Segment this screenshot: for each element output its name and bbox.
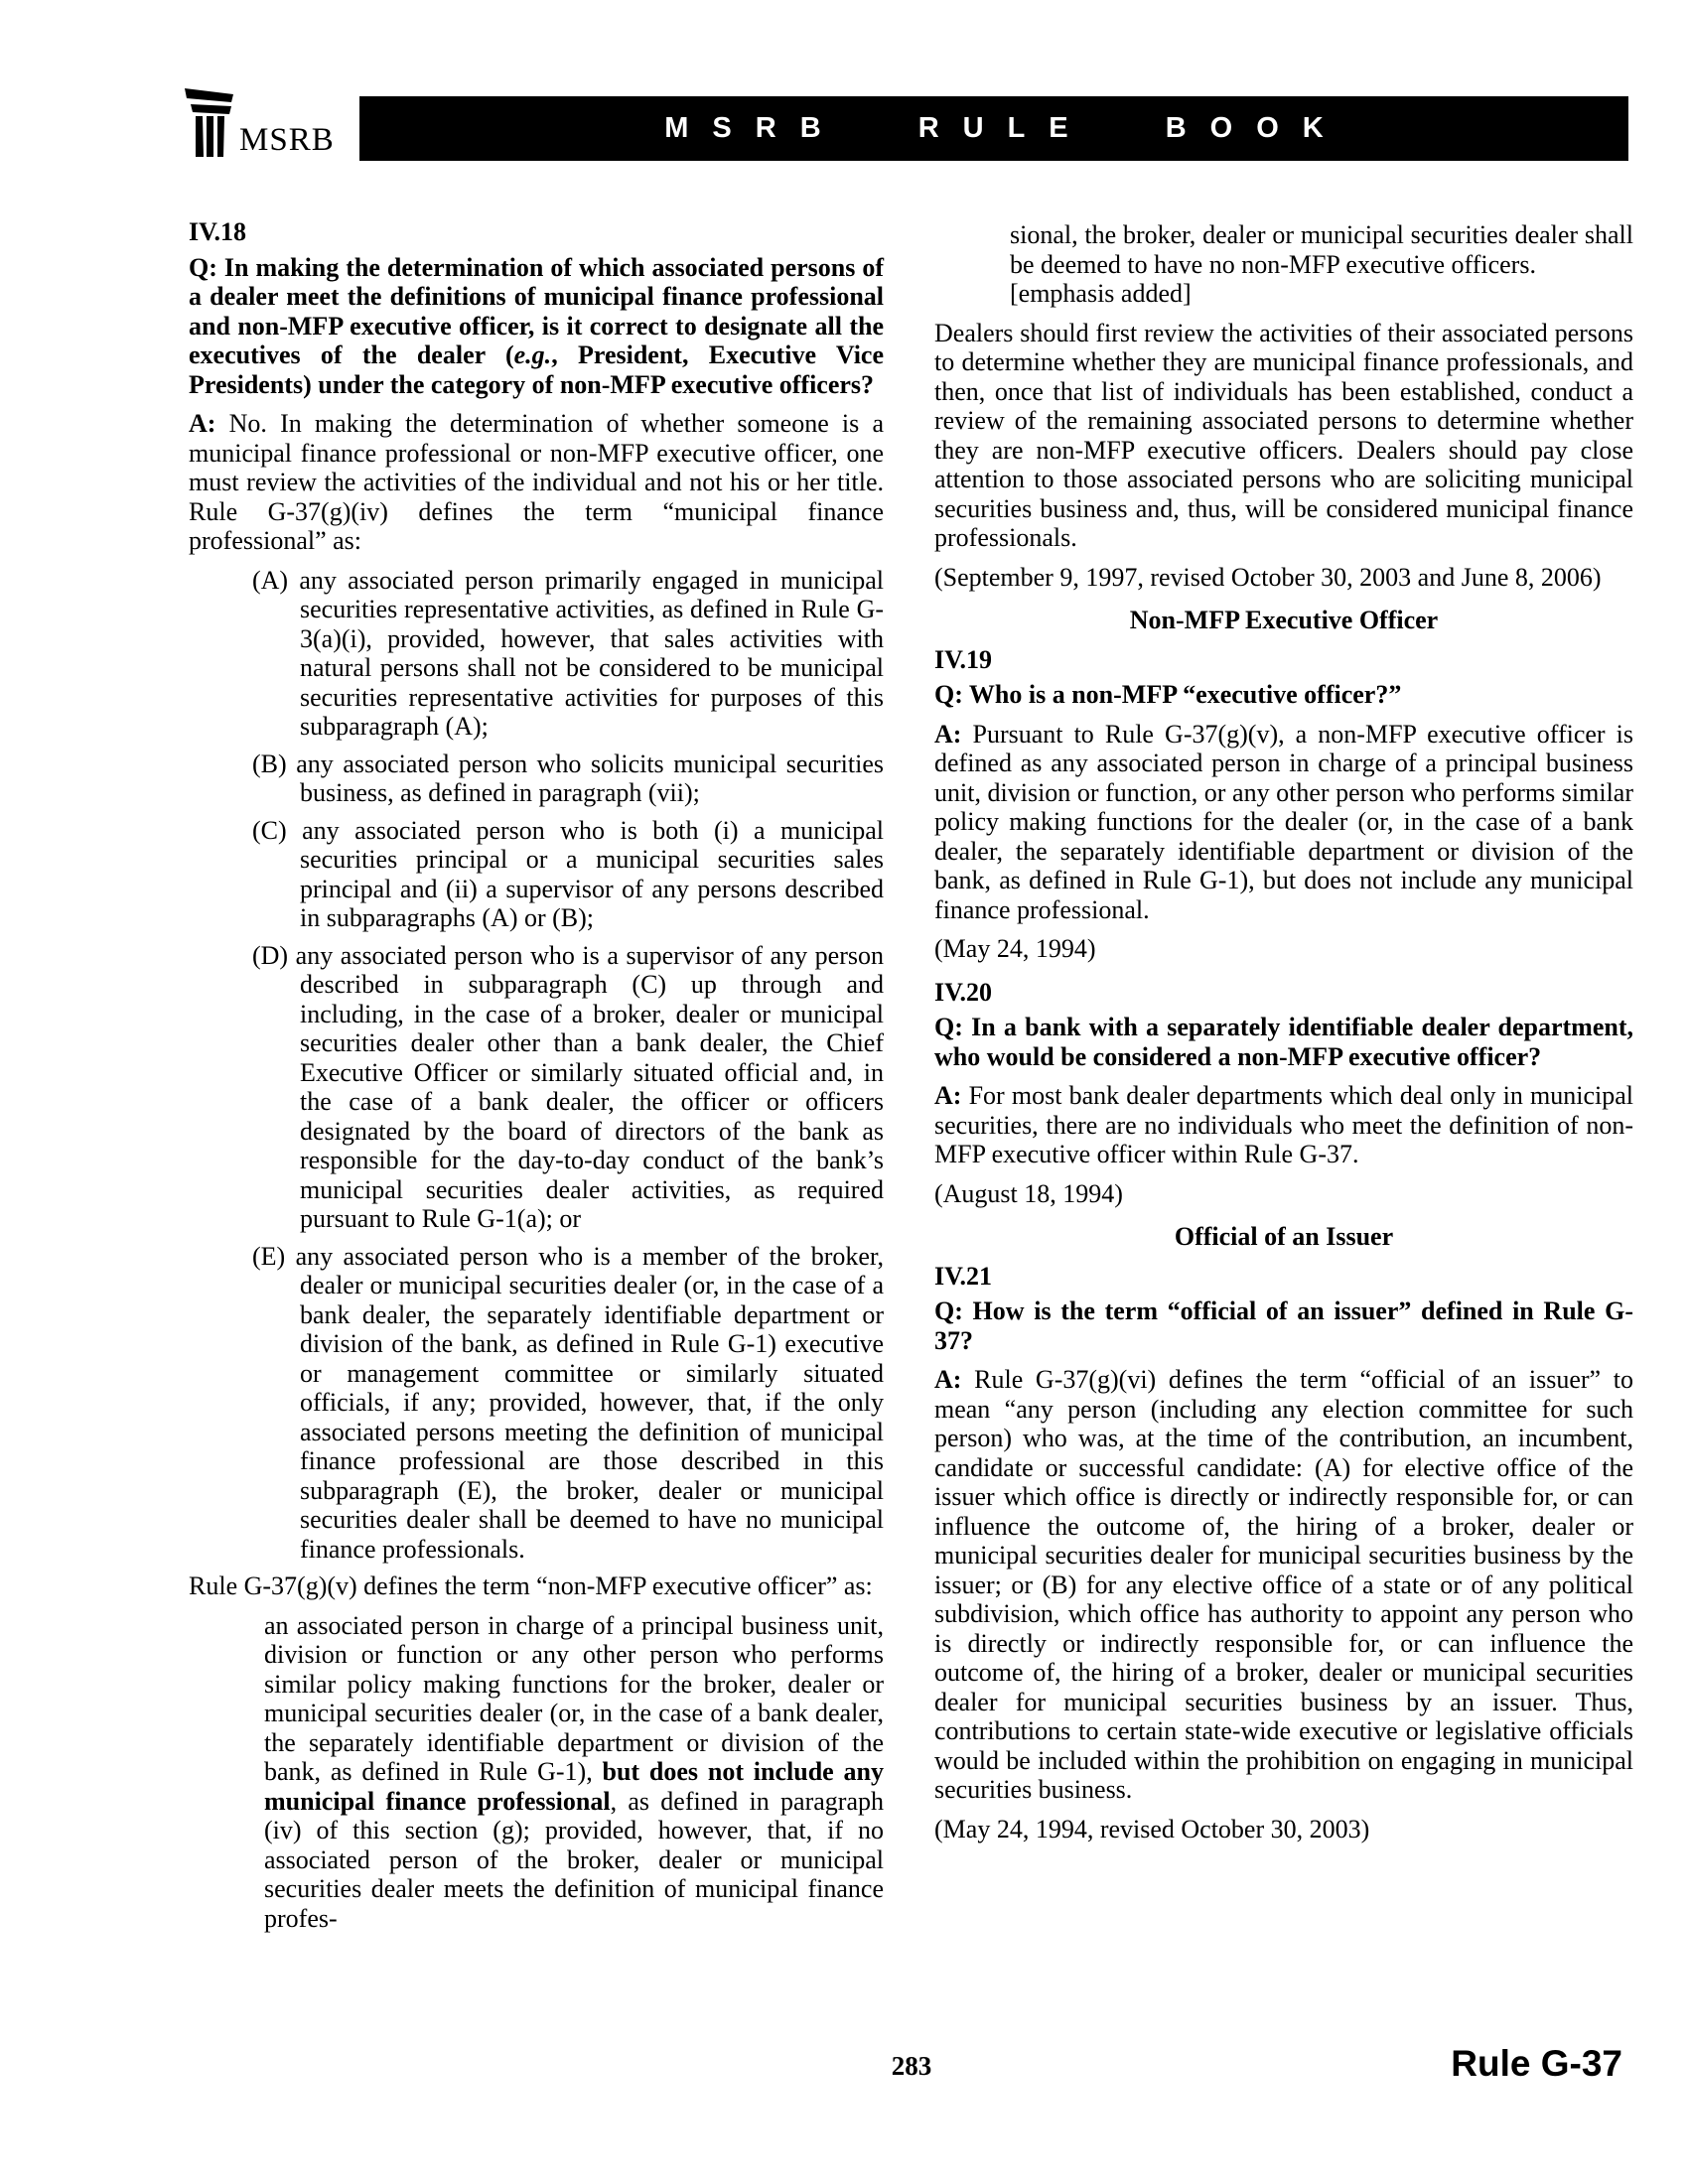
text-segment: Rule G-37(g)(v) defines the term “non-MFP executive officer” as: bbox=[189, 1571, 873, 1600]
question-paragraph bbox=[934, 1297, 1633, 1355]
text-segment: IV.18 bbox=[189, 217, 247, 246]
text-segment: [emphasis added] bbox=[1010, 279, 1192, 308]
item-label: (B) bbox=[252, 749, 297, 778]
item-label: (D) bbox=[252, 940, 296, 970]
answer-paragraph bbox=[934, 1081, 1633, 1169]
text-segment: Dealers should first review the activities of their associated persons to determine whether they are municipal finance professionals, and then, once that list of individuals has been established, conduct a review of the remaining associated persons to determine whether they are non-MFP executive officers. Dealers should pay close attention to those associated persons who are soliciting municipal securities business and, thus, will be considered municipal finance professionals. bbox=[934, 318, 1633, 552]
indented-block bbox=[1010, 220, 1633, 309]
rule-footer-label: Rule G-37 bbox=[1451, 2043, 1622, 2084]
text-segment: Q: In a bank with a separately identifiable dealer department, who would be considered a non-MFP executive officer? bbox=[934, 1013, 1633, 1071]
definition-item bbox=[252, 749, 884, 808]
text-segment: , President, Executive Vice Presidents) under the category of non-MFP executive officers? bbox=[189, 341, 884, 399]
text-segment: (May 24, 1994) bbox=[934, 934, 1096, 963]
item-label: (E) bbox=[252, 1241, 296, 1271]
msrb-column-icon bbox=[182, 87, 237, 159]
text-segment: A: bbox=[934, 1365, 962, 1394]
answer-paragraph bbox=[934, 720, 1633, 925]
date-note bbox=[934, 934, 1633, 964]
body-paragraph bbox=[934, 319, 1633, 553]
text-segment: IV.19 bbox=[934, 644, 993, 674]
text-segment: Q: In making the determination of which associated persons of a dealer meet the definitions of municipal finance professional and non-MFP executive officer, is it correct to designate all the executives of the dealer ( bbox=[189, 252, 884, 369]
text-segment: No. In making the determination of whether someone is a municipal finance professional or non-MFP executive officer, one must review the activities of the individual and not his or her title. Rule G-37(g)(iv) defines the term “municipal finance professional” as: bbox=[189, 409, 884, 555]
text-segment: A: bbox=[934, 1081, 962, 1110]
page-number: 283 bbox=[891, 2051, 932, 2081]
text-segment: , as defined in paragraph (iv) of this section (g); provided, however, that, if no associated person of the broker, dealer or municipal securities dealer meets the definition of municipal finance profes- bbox=[264, 1786, 884, 1933]
text-segment: (May 24, 1994, revised October 30, 2003) bbox=[934, 1814, 1370, 1843]
msrb-logo bbox=[182, 87, 335, 159]
definition-item bbox=[252, 565, 884, 742]
text-segment: any associated person who solicits municipal securities business, as defined in paragraph (vii); bbox=[296, 749, 884, 807]
text-segment: For most bank dealer departments which deal only in municipal securities, there are no individuals who meet the definition of non-MFP executive officer within Rule G-37. bbox=[934, 1081, 1633, 1168]
text-segment: Rule G-37(g)(vi) defines the term “official of an issuer” to mean “any person (including any election committee for such person) who was, at the time of the contribution, an incumbent, candidate or successful candidate: (A) for elective office of the issuer which office is directly or indirectly responsible for, or can influence the outcome of, the hiring of a broker, dealer or municipal securities dealer for municipal securities business by the issuer; or (B) for any elective office of a state or of any political subdivision, which office has authority to appoint any person who is directly or indirectly responsible for, or can influence the outcome of, the hiring of a broker, dealer or municipal securities dealer for municipal securities business by an issuer. Thus, contributions to certain state-wide executive or legislative officials would be included within the prohibition on engaging in municipal securities business. bbox=[934, 1365, 1633, 1804]
definition-item bbox=[252, 815, 884, 933]
qa-number bbox=[189, 217, 884, 247]
text-segment: any associated person primarily engaged in municipal securities representative activities, as defined in Rule G-3(a)(i), provided, however, that sales activities with natural persons shall not be considered to be municipal securities representative activities for purposes of this subparagraph (A); bbox=[299, 565, 884, 741]
qa-number bbox=[934, 645, 1633, 675]
section-heading bbox=[934, 1222, 1633, 1252]
qa-number bbox=[934, 978, 1633, 1008]
text-segment: but does not include any municipal finance professional bbox=[264, 1757, 884, 1816]
text-segment: Pursuant to Rule G-37(g)(v), a non-MFP executive officer is defined as any associated person in charge of a principal business unit, division or function, or any other person who performs similar policy making functions for the dealer (or, in the case of a bank dealer, the separately identifiable department or division of the bank, as defined in Rule G-1), but does not include any municipal finance professional. bbox=[934, 719, 1633, 924]
text-segment: A: bbox=[189, 409, 216, 438]
text-segment: A: bbox=[934, 719, 962, 749]
text-segment: Non-MFP Executive Officer bbox=[1129, 606, 1439, 634]
text-segment: an associated person in charge of a principal business unit, division or function or any other person who performs similar policy making functions for the broker, dealer or municipal securities dealer (or, in the case of a bank dealer, the separately identifiable department or division of the bank, as defined in Rule G-1), bbox=[264, 1610, 884, 1786]
text-segment: e.g. bbox=[513, 341, 552, 369]
text-segment: any associated person who is a member of the broker, dealer or municipal securities dealer (or, in the case of a bank dealer, the separately identifiable department or division of the bank, as defined in Rule G-1) executive or management committee or similarly situated officials, if any; provided, however, that, if the only associated persons meeting the definition of municipal finance professional are those described in this subparagraph (E), the broker, dealer or municipal securities dealer shall be deemed to have no municipal finance professionals. bbox=[295, 1241, 885, 1564]
answer-paragraph bbox=[189, 409, 884, 556]
question-paragraph bbox=[934, 680, 1633, 710]
text-segment: Q: Who is a non-MFP “executive officer?” bbox=[934, 680, 1402, 709]
rulebook-banner: MSRB RULE BOOK bbox=[359, 96, 1628, 161]
logo-wordmark: MSRB bbox=[239, 122, 335, 158]
text-segment: any associated person who is both (i) a municipal securities principal or a municipal securities sales principal and (ii) a supervisor of any persons described in subparagraphs (A) or (B); bbox=[300, 815, 884, 932]
item-label: (C) bbox=[252, 815, 303, 845]
text-segment: sional, the broker, dealer or municipal securities dealer shall be deemed to have no non-MFP executive officers. bbox=[1010, 220, 1633, 279]
text-segment: Official of an Issuer bbox=[1174, 1222, 1394, 1251]
question-paragraph bbox=[934, 1013, 1633, 1071]
right-column bbox=[934, 220, 1633, 1857]
indented-block bbox=[264, 1611, 884, 1934]
qa-number bbox=[934, 1262, 1633, 1292]
answer-paragraph bbox=[934, 1365, 1633, 1805]
definition-item bbox=[252, 1241, 885, 1565]
text-segment: any associated person who is a supervisor of any person described in subparagraph (C) up through and including, in the case of a broker, dealer or municipal securities dealer other than a bank dealer, the Chief Executive Officer or similarly situated official and, in the case of a bank dealer, the officer or officers designated by the board of directors of the bank as responsible for the day-to-day conduct of the bank’s municipal securities dealer activities, as required pursuant to Rule G-1(a); or bbox=[295, 940, 884, 1233]
text-segment: IV.20 bbox=[934, 977, 993, 1007]
left-column bbox=[189, 213, 884, 1943]
date-note bbox=[934, 563, 1633, 593]
body-paragraph bbox=[189, 1571, 884, 1601]
date-note bbox=[934, 1815, 1633, 1844]
text-segment: (August 18, 1994) bbox=[934, 1178, 1123, 1208]
section-heading bbox=[934, 606, 1633, 635]
text-segment: (September 9, 1997, revised October 30, 2003 and June 8, 2006) bbox=[934, 562, 1602, 592]
definition-item bbox=[252, 940, 884, 1234]
question-paragraph bbox=[189, 253, 884, 400]
item-label: (A) bbox=[252, 565, 300, 595]
text-segment: Q: How is the term “official of an issuer” defined in Rule G-37? bbox=[934, 1297, 1633, 1355]
text-segment: IV.21 bbox=[934, 1261, 993, 1291]
date-note bbox=[934, 1179, 1633, 1209]
